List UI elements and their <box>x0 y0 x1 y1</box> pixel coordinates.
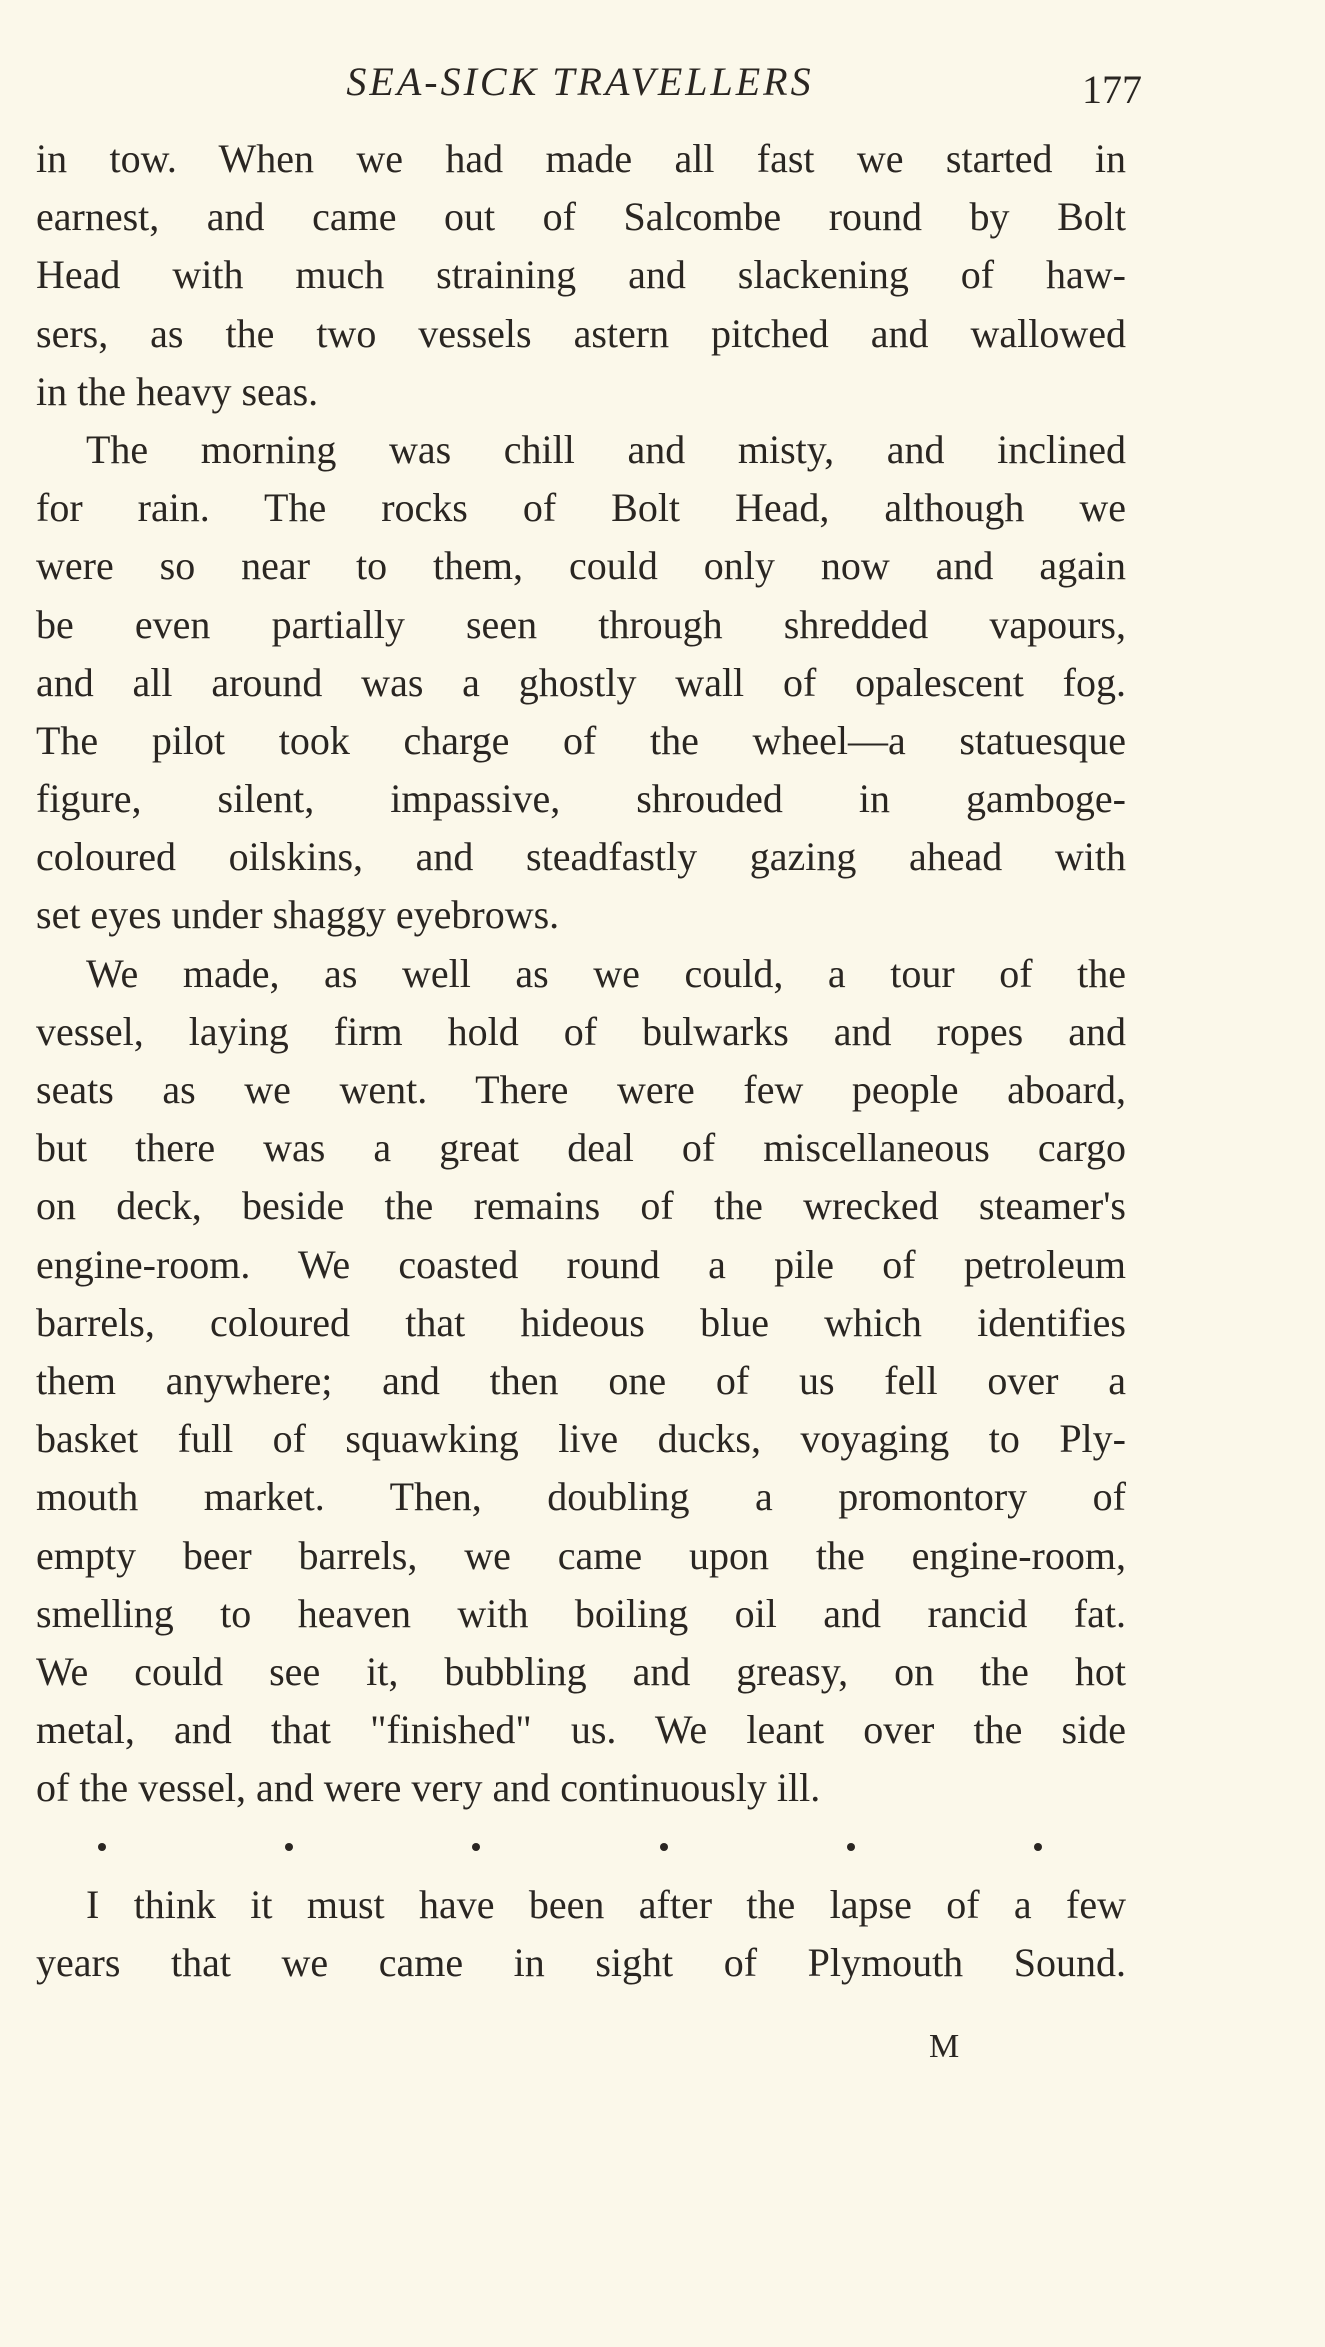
ellipsis-dot <box>285 1843 293 1851</box>
text-line: be even partially seen through shredded vapours, <box>36 601 1126 647</box>
text-line: Head with much straining and slackening of haw- <box>36 252 1126 298</box>
text-line: figure, silent, impassive, shrouded in gamboge- <box>36 776 1126 822</box>
text-line: mouth market. Then, doubling a promontory of <box>36 1474 1126 1520</box>
text-line: of the vessel, and were very and continuously ill. <box>36 1765 821 1811</box>
text-line: vessel, laying firm hold of bulwarks and ropes and <box>36 1008 1126 1054</box>
text-line: in tow. When we had made all fast we started in <box>36 136 1126 181</box>
text-line: The morning was chill and misty, and inclined <box>86 426 1126 472</box>
running-head-title: SEA-SICK TRAVELLERS <box>346 59 814 104</box>
text-line: in the heavy seas. <box>36 368 319 414</box>
ellipsis-dot <box>472 1843 480 1851</box>
text-line: smelling to heaven with boiling oil and rancid fat. <box>36 1590 1126 1636</box>
text-line: We could see it, bubbling and greasy, on the hot <box>36 1648 1126 1694</box>
text-line: for rain. The rocks of Bolt Head, although we <box>36 485 1126 531</box>
ellipsis-dot <box>1034 1843 1042 1851</box>
signature-mark: M <box>929 2028 960 2065</box>
text-line: empty beer barrels, we came upon the engine-room, <box>36 1532 1126 1578</box>
text-line: and all around was a ghostly wall of opalescent fog. <box>36 659 1126 705</box>
ellipsis-dot <box>98 1843 106 1851</box>
text-line: set eyes under shaggy eyebrows. <box>36 892 560 938</box>
text-line: metal, and that "finished" us. We leant over the side <box>36 1707 1126 1753</box>
section-break-dots <box>98 1817 1042 1875</box>
text-line: coloured oilskins, and steadfastly gazing ahead with <box>36 834 1126 880</box>
ellipsis-dot <box>847 1843 855 1851</box>
text-line: The pilot took charge of the wheel—a statuesque <box>36 717 1126 763</box>
text-line: seats as we went. There were few people aboard, <box>36 1067 1126 1112</box>
text-line: barrels, coloured that hideous blue which identifies <box>36 1299 1126 1345</box>
text-line: on deck, beside the remains of the wrecked steamer's <box>36 1183 1126 1229</box>
page-number: 177 <box>1082 67 1142 112</box>
text-line: but there was a great deal of miscellaneous cargo <box>36 1125 1126 1171</box>
text-line: sers, as the two vessels astern pitched and wallowed <box>36 310 1126 356</box>
text-line: them anywhere; and then one of us fell over a <box>36 1357 1126 1403</box>
text-line: years that we came in sight of Plymouth Sound. <box>36 1939 1126 1985</box>
text-line: I think it must have been after the lapse of a few <box>86 1881 1126 1927</box>
text-line: earnest, and came out of Salcombe round by Bolt <box>36 194 1126 240</box>
text-line: We made, as well as we could, a tour of the <box>86 950 1126 996</box>
text-line: engine-room. We coasted round a pile of petroleum <box>36 1241 1126 1287</box>
text-line: basket full of squawking live ducks, voyaging to Ply- <box>36 1416 1126 1462</box>
text-line: were so near to them, could only now and again <box>36 543 1126 589</box>
ellipsis-dot <box>660 1843 668 1851</box>
body-text <box>36 130 1126 1992</box>
